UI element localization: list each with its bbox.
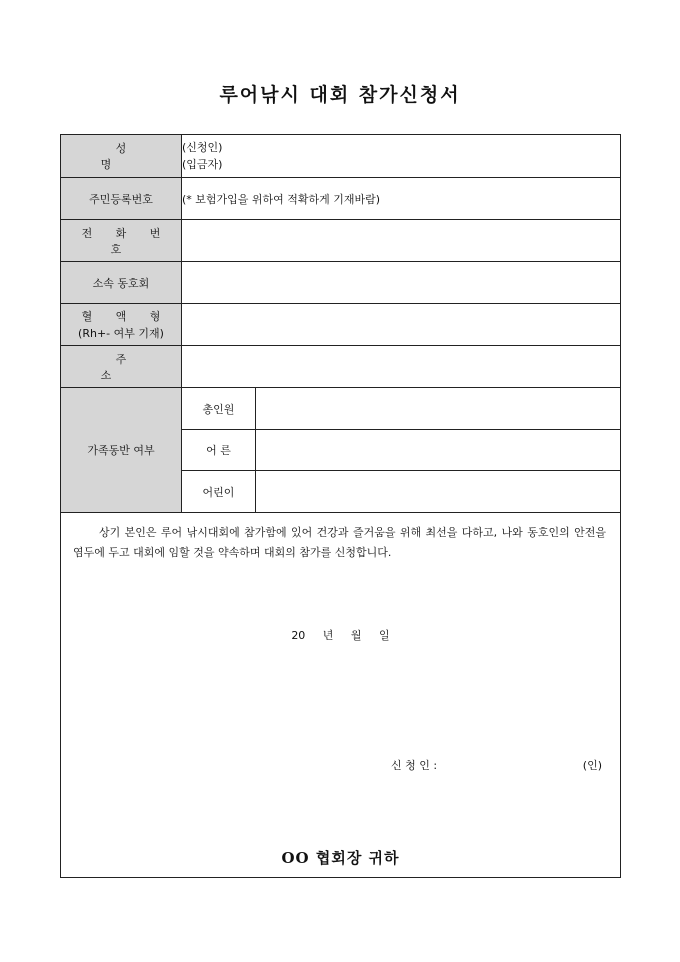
id-field[interactable]	[182, 178, 621, 220]
id-hint: (* 보험가입을 위하여 적확하게 기재바람)	[182, 192, 381, 206]
family-adult-field[interactable]	[256, 430, 621, 471]
recipient-line: OO 협회장 귀하	[281, 849, 400, 867]
name-row	[61, 135, 621, 178]
club-field[interactable]	[182, 262, 621, 304]
pledge-text: 상기 본인은 루어 낚시대회에 참가함에 있어 건강과 즐거움을 위해 최선을 다하고, 나와 동호인의 안전을 염두에 두고 대회에 임할 것을 약속하며 대회의 참가를 신청합니다.	[73, 526, 606, 559]
id-row	[61, 178, 621, 220]
blood-field[interactable]	[182, 304, 621, 346]
name-label: 성 명	[61, 135, 182, 178]
family-total-row	[61, 388, 621, 430]
application-form-table	[60, 134, 621, 878]
id-label: 주민등록번호	[61, 178, 182, 220]
family-total-label: 총인원	[182, 388, 256, 430]
seal-mark: (인)	[582, 759, 602, 772]
phone-field[interactable]	[182, 220, 621, 262]
address-row	[61, 346, 621, 388]
family-total-field[interactable]	[256, 388, 621, 430]
name-field[interactable]	[182, 135, 621, 178]
club-row	[61, 262, 621, 304]
blood-row	[61, 304, 621, 346]
blood-label: 혈 액 형 (Rh+- 여부 기재)	[61, 304, 182, 346]
form-title: 루어낚시 대회 참가신청서	[219, 84, 461, 106]
applicant-hint: (신청인)	[182, 141, 223, 154]
family-label: 가족동반 여부	[61, 388, 182, 513]
statement-cell	[61, 513, 621, 878]
phone-label: 전 화 번 호	[61, 220, 182, 262]
depositor-hint: (입금자)	[182, 158, 223, 171]
family-child-label: 어린이	[182, 471, 256, 513]
applicant-signature-label: 신 청 인 :	[391, 759, 438, 772]
address-field[interactable]	[182, 346, 621, 388]
date-line[interactable]: 20 년 월 일	[291, 629, 390, 642]
statement-row	[61, 513, 621, 878]
phone-row	[61, 220, 621, 262]
family-adult-label: 어 른	[182, 430, 256, 471]
club-label: 소속 동호회	[61, 262, 182, 304]
family-child-field[interactable]	[256, 471, 621, 513]
address-label: 주 소	[61, 346, 182, 388]
